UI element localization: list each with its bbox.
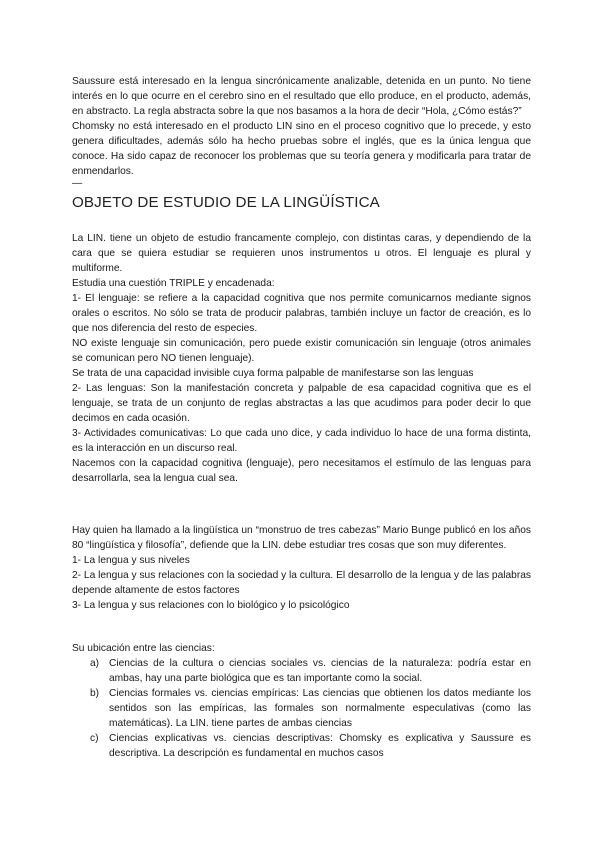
list-marker: c) xyxy=(90,733,99,744)
document-page xyxy=(72,74,531,761)
paragraph: Estudia una cuestión TRIPLE y encadenada: xyxy=(72,278,275,289)
paragraph: Nacemos con la capacidad cognitiva (lenguaje), pero necesitamos el estímulo de las lenguas para desarrollarla, sea la lengua cual sea. xyxy=(72,458,531,484)
paragraph: 3- Actividades comunicativas: Lo que cada uno dice, y cada individuo lo hace de una forma distinta, es la interacción en un discurso real. xyxy=(72,428,531,454)
sciences-list xyxy=(72,656,531,761)
list-marker: b) xyxy=(90,688,100,699)
list-marker: a) xyxy=(90,658,100,669)
paragraph: Hay quien ha llamado a la lingüística un “monstruo de tres cabezas” Mario Bunge publicó en los años 80 “lingüística y filosofía”, defiende que la LIN. debe estudiar tres cosas que son muy diferentes. xyxy=(72,525,531,551)
paragraph-chomsky: Chomsky no está interesado en el producto LIN sino en el proceso cognitivo que lo precede, y esto genera dificultades, además sólo ha hecho pruebas sobre el inglés, que es la única lengua que conoce. Ha sido capaz de reconocer los problemas que su teoría genera y modificarla para tratar de enmendarlos. xyxy=(72,121,531,177)
paragraph: 2- La lengua y sus relaciones con la sociedad y la cultura. El desarrollo de la lengua y de las palabras depende altamente de estos factores xyxy=(72,570,531,596)
list-item-text: Ciencias formales vs. ciencias empíricas: Las ciencias que obtienen los datos mediante los sentidos son las empíricas, las formales son normalmente especulativas (como las matemáticas). La LIN. tiene partes de ambas ciencias xyxy=(109,688,531,729)
list-item-text: Ciencias explicativas vs. ciencias descriptivas: Chomsky es explicativa y Saussure es descriptiva. La descripción es fundamental en muchos casos xyxy=(109,733,531,759)
list-item xyxy=(72,686,531,731)
section-heading: OBJETO DE ESTUDIO DE LA LINGÜÍSTICA xyxy=(72,194,380,211)
paragraph: 1- La lengua y sus niveles xyxy=(72,555,190,566)
list-item xyxy=(72,731,531,761)
paragraph-saussure: Saussure está interesado en la lengua sincrónicamente analizable, detenida en un punto. No tiene interés en lo que ocurre en el cerebro sino en el resultado que ello produce, en el producto, además, en abstracto. La regla abstracta sobre la que nos basamos a la hora de decir “Hola, ¿Cómo estás?” xyxy=(72,76,531,117)
list-item-text: Ciencias de la cultura o ciencias sociales vs. ciencias de la naturaleza: podría estar en ambas, hay una parte biológica que es tan importante como la social. xyxy=(109,658,531,684)
list-item xyxy=(72,656,531,686)
paragraph: 1- El lenguaje: se refiere a la capacidad cognitiva que nos permite comunicarnos mediante signos orales o escritos. No sólo se trata de producir palabras, también incluye un factor de creación, es lo que nos diferencia del resto de especies. xyxy=(72,293,531,334)
paragraph-sciences-intro: Su ubicación entre las ciencias: xyxy=(72,643,215,654)
paragraph: 2- Las lenguas: Son la manifestación concreta y palpable de esa capacidad cognitiva que es el lenguaje, se trata de un conjunto de reglas abstractas a las que acudimos para poder decir lo que decimos en cada ocasión. xyxy=(72,383,531,424)
paragraph: NO existe lenguaje sin comunicación, pero puede existir comunicación sin lenguaje (otros animales se comunican pero NO tienen lenguaje). xyxy=(72,338,531,364)
paragraph: 3- La lengua y sus relaciones con lo biológico y lo psicológico xyxy=(72,600,350,611)
paragraph: Se trata de una capacidad invisible cuya forma palpable de manifestarse son las lenguas xyxy=(72,368,474,379)
paragraph: La LIN. tiene un objeto de estudio francamente complejo, con distintas caras, y dependiendo de la cara que se quiera estudiar se requieren unos instrumentos u otros. El lenguaje es plural y multiforme. xyxy=(72,233,531,274)
dash-separator: — xyxy=(72,178,83,189)
